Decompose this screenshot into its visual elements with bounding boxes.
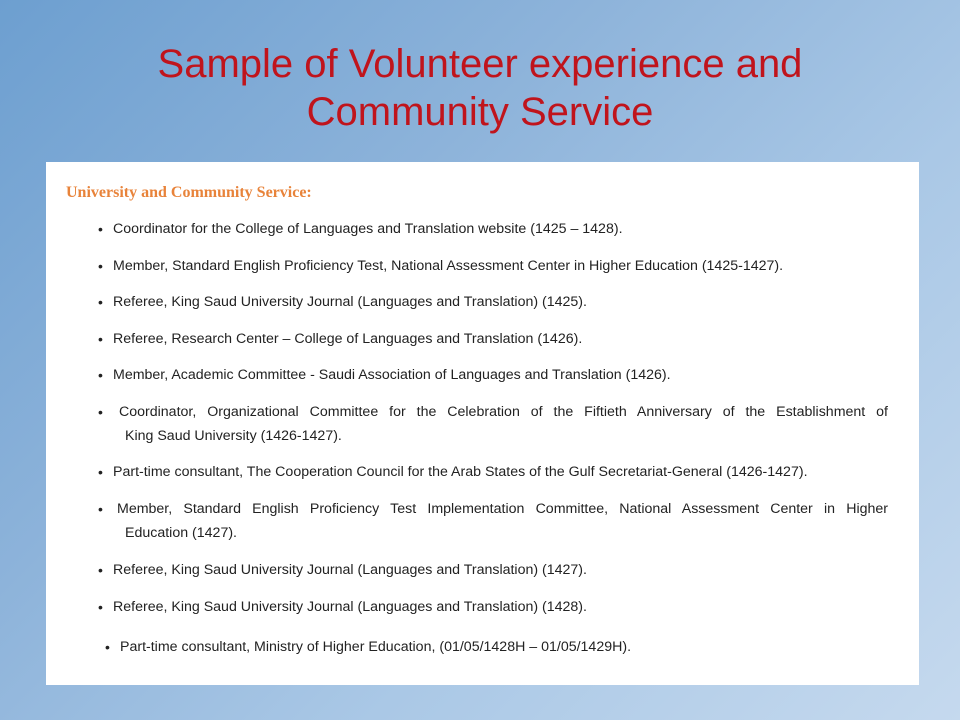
service-item-text: Part-time consultant, Ministry of Higher Education, (01/05/1428H – 01/05/1429H). bbox=[120, 639, 632, 655]
slide-title-line-1: Sample of Volunteer experience and bbox=[157, 42, 803, 86]
service-item-text: Part-time consultant, The Cooperation Council for the Arab States of the Gulf Secretariat-General (1426-1427). bbox=[113, 464, 808, 480]
bullet-icon: • bbox=[98, 562, 103, 578]
service-item-text-line-1: Coordinator, Organizational Committee for the Celebration of the Fiftieth Anniversary of the Establishment of bbox=[119, 404, 888, 420]
bullet-icon: • bbox=[105, 639, 110, 655]
bullet-icon: • bbox=[98, 501, 103, 517]
slide-title-line-2: Community Service bbox=[306, 90, 654, 134]
bullet-icon: • bbox=[98, 221, 103, 237]
bullet-icon: • bbox=[98, 464, 103, 480]
service-item-7 bbox=[98, 460, 898, 484]
service-item-text-line-2: King Saud University (1426-1427). bbox=[125, 428, 342, 444]
service-item-3 bbox=[98, 290, 898, 314]
service-item-2 bbox=[98, 254, 898, 278]
slide-title bbox=[0, 40, 960, 136]
service-item-text: Referee, King Saud University Journal (Languages and Translation) (1428). bbox=[113, 599, 587, 615]
bullet-icon: • bbox=[98, 404, 103, 420]
service-item-text-line-1: Member, Standard English Proficiency Test Implementation Committee, National Assessment Center in Higher bbox=[117, 501, 888, 517]
service-item-8 bbox=[98, 497, 888, 545]
service-item-text: Member, Standard English Proficiency Test, National Assessment Center in Higher Education (1425-1427). bbox=[113, 258, 784, 274]
section-heading: University and Community Service: bbox=[66, 184, 312, 201]
document-panel bbox=[46, 162, 919, 685]
bullet-icon: • bbox=[98, 367, 103, 383]
service-item-11 bbox=[105, 635, 895, 659]
service-item-9 bbox=[98, 558, 898, 582]
service-item-text: Referee, King Saud University Journal (Languages and Translation) (1427). bbox=[113, 562, 587, 578]
service-item-5 bbox=[98, 363, 898, 387]
service-item-text: Member, Academic Committee - Saudi Association of Languages and Translation (1426). bbox=[113, 367, 671, 383]
service-item-text: Referee, Research Center – College of Languages and Translation (1426). bbox=[113, 331, 583, 347]
service-item-text-line-2: Education (1427). bbox=[125, 525, 237, 541]
bullet-icon: • bbox=[98, 331, 103, 347]
service-item-text: Referee, King Saud University Journal (Languages and Translation) (1425). bbox=[113, 294, 587, 310]
service-item-6 bbox=[98, 400, 888, 448]
service-item-text: Coordinator for the College of Languages and Translation website (1425 – 1428). bbox=[113, 221, 623, 237]
service-item-1 bbox=[98, 217, 898, 241]
bullet-icon: • bbox=[98, 294, 103, 310]
service-item-4 bbox=[98, 327, 898, 351]
bullet-icon: • bbox=[98, 599, 103, 615]
bullet-icon: • bbox=[98, 258, 103, 274]
service-item-10 bbox=[98, 595, 898, 619]
